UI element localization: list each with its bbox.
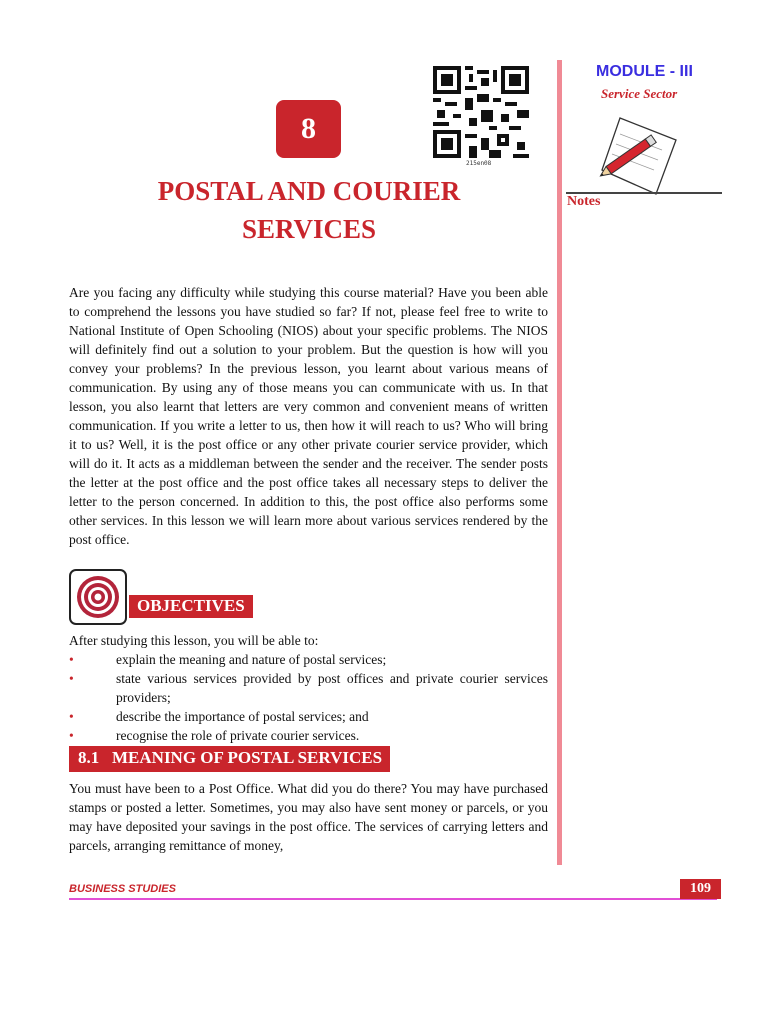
bullet: • <box>69 652 74 667</box>
objectives-heading: OBJECTIVES <box>129 595 253 618</box>
qr-code-caption: 215en08 <box>466 160 492 167</box>
intro-paragraph: Are you facing any difficulty while studying this course material? Have you been able to comprehend the lessons you have studied so far? If not, please feel free to write to National Institute of Open Schooling (NIOS) about your specific problems. The NIOS will definitely find out a solution to your problem. But the question is how will you convey your problems? In the previous lesson, you learnt about various means of communication. By using any of those means you can communicate with us. In that lesson, you also learnt that letters are very common and convenient means of written communication. If you write a letter to us, then how it will reach to us? Who will bring it to us? Well, it is the post office or any other private courier service provider, which will do it. It acts as a middleman between the sender and the receiver. The sender posts the letter at the post office and the post office takes all necessary steps to deliver the letter to the person concerned. In addition to this, the post office also performs some other services. In this lesson we will learn more about various services rendered by the post office. <box>69 285 548 547</box>
list-item: • describe the importance of postal services; and <box>69 709 369 724</box>
module-subtitle: Service Sector <box>601 86 678 101</box>
qr-code-icon <box>433 66 529 158</box>
bullet: • <box>69 709 74 724</box>
section-paragraph: You must have been to a Post Office. What did you do there? You may have purchased stamps or posted a letter. Sometimes, you may also have sent money or parcels, or you may have deposited your savings in the post office. The services of carrying letters and parcels, arranging remittance of money, <box>69 781 548 853</box>
chapter-title-line-1: POSTAL AND COURIER <box>157 176 461 206</box>
list-item: • explain the meaning and nature of postal services; <box>69 652 387 667</box>
bullet: • <box>69 728 74 743</box>
list-item: • recognise the role of private courier services. <box>69 728 360 743</box>
objectives-list <box>69 650 548 745</box>
pencil-paper-icon <box>598 112 680 196</box>
margin-divider <box>557 60 562 865</box>
target-icon <box>69 569 127 625</box>
section-heading <box>69 746 390 772</box>
page-number: 109 <box>680 879 721 899</box>
section-heading-text: 8.1 MEANING OF POSTAL SERVICES <box>78 748 383 767</box>
footer-rule <box>69 898 717 900</box>
bullet: • <box>69 671 74 686</box>
chapter-title-line-2: SERVICES <box>241 214 377 244</box>
footer-subject-label: BUSINESS STUDIES <box>69 883 176 895</box>
notes-label: Notes <box>567 194 601 209</box>
module-label: MODULE - III <box>596 63 693 80</box>
chapter-title <box>100 172 518 248</box>
list-item: • state various services provided by post offices and private courier services providers; <box>69 671 548 705</box>
chapter-number-badge: 8 <box>276 100 341 158</box>
objectives-lead: After studying this lesson, you will be able to: <box>69 633 319 648</box>
